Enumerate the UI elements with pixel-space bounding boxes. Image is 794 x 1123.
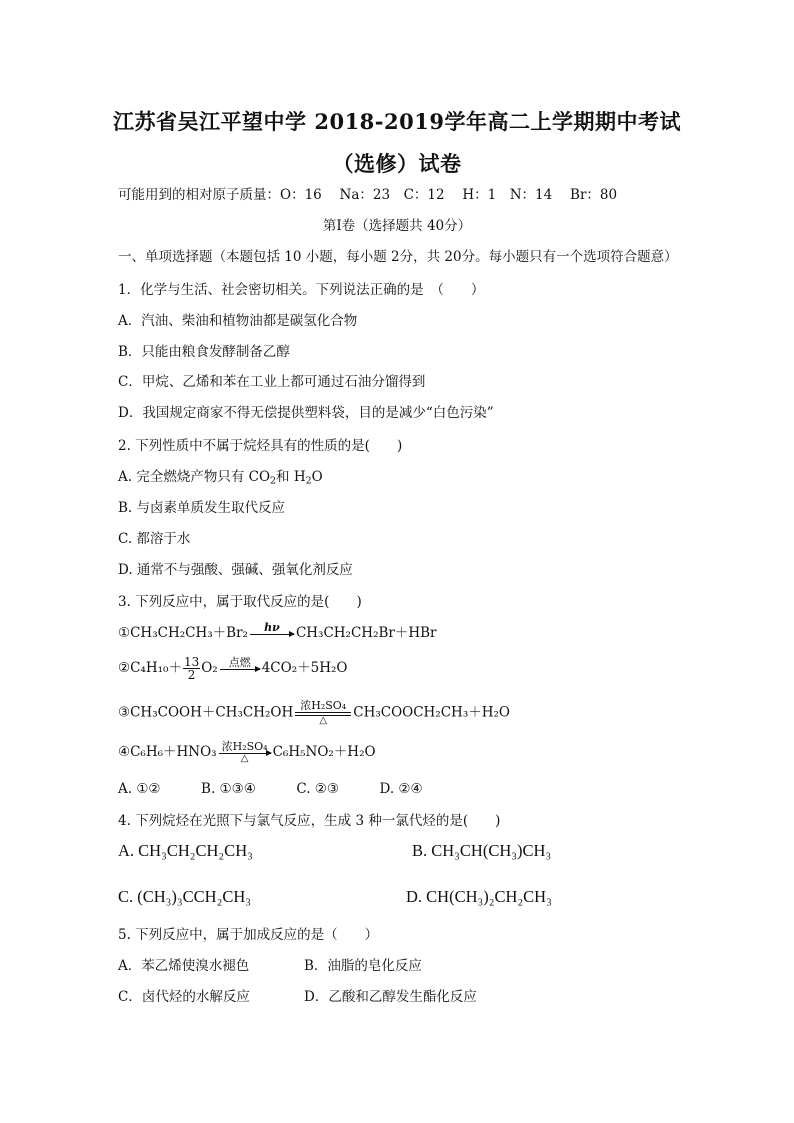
q2-option-b: B. 与卤素单质发生取代反应 [118,500,286,516]
q1-option-b: B．只能由粮食发酵制备乙醇 [118,344,290,360]
q2-option-d: D. 通常不与强酸、强碱、强氧化剂反应 [118,562,353,578]
section-instructions: 一、单项选择题（本题包括 10 小题，每小题 2分，共 20分。每小题只有一个选项符合题意） [118,249,678,265]
equilibrium-lines [295,712,351,716]
q5-option-a: A．苯乙烯使溴水褪色 [118,958,250,974]
r2-condition: 点燃 [228,656,251,669]
q2-option-a [118,468,323,486]
q1-option-a: A．汽油、柴油和植物油都是碳氢化合物 [118,313,358,329]
r3-catalyst: 浓H₂SO₄ [300,699,347,712]
r4-heat: △ [240,753,249,764]
subscript-2: 2 [270,475,277,487]
r1-products: CH₃CH₂CH₂Br＋HBr [295,625,437,641]
q3-stem: 3. 下列反应中，属于取代反应的是( ) [118,594,362,610]
arrow-shaft [220,669,260,670]
r3-reactants: ③CH₃COOH＋CH₃CH₂OH [118,704,294,721]
q5-option-c: C．卤代烃的水解反应 [118,989,250,1005]
q4-option-a: A. CH₃CH₂CH₂CH₃ [118,841,253,860]
fraction-numerator: 13 [183,655,200,669]
q3-reaction-1 [118,622,437,645]
subscript-2: 2 [305,475,312,487]
q3-reaction-2 [118,656,347,681]
reaction-arrow [250,622,294,645]
r1-condition: hν [264,621,280,634]
q4-option-d: D. CH(CH₃)₂CH₂CH₃ [406,887,552,906]
q3-reaction-4 [118,741,376,764]
exam-title-line1: 江苏省吴江平望中学 2018-2019学年高二上学期期中考试 [113,109,681,134]
r3-products: CH₃COOCH₂CH₃＋H₂O [353,704,510,721]
q2-stem: 2. 下列性质中不属于烷烃具有的性质的是( ) [118,438,403,454]
q2-a-end: O [311,469,323,485]
r4-reactants: ④C₆H₆＋HNO₃ [118,744,217,760]
r4-products: C₆H₅NO₂＋H₂O [272,744,376,760]
reaction-arrow [219,741,271,764]
q3-options: A. ①② B. ①③④ C. ②③ D. ②④ [118,781,423,797]
section-title: 第Ⅰ卷（选择题共 40分） [322,218,472,234]
r4-catalyst: 浓H₂SO₄ [221,740,268,753]
q4-option-c: C. (CH₃)₃CCH₂CH₃ [118,887,252,906]
reaction-arrow [220,657,260,680]
q5-option-b: B．油脂的皂化反应 [304,958,422,974]
q4-stem: 4. 下列烷烃在光照下与氯气反应，生成 3 种一氯代烃的是( ) [118,813,501,829]
q2-a-text: A. 完全燃烧产物只有 CO [118,469,271,485]
q1-option-c: C．甲烷、乙烯和苯在工业上都可通过石油分馏得到 [118,374,426,390]
r2-products: 4CO₂＋5H₂O [261,660,348,676]
fraction-denominator: 2 [187,668,196,682]
q1-stem: 1．化学与生活、社会密切相关。下列说法正确的是 （ ） [118,282,485,298]
r3-heat: △ [319,715,328,726]
r1-reactants: ①CH₃CH₂CH₃＋Br₂ [118,625,248,641]
fraction-13-2 [183,656,200,681]
atomic-masses: 可能用到的相对原子质量：O：16 Na：23 C：12 H：1 N：14 Br：80 [118,187,618,203]
q2-option-c: C. 都溶于水 [118,531,191,547]
q5-option-d: D．乙酸和乙醇发生酯化反应 [304,989,477,1005]
arrow-shaft [250,634,294,635]
q5-stem: 5. 下列反应中，属于加成反应的是（ ） [118,927,379,943]
r2-reactants: ②C₄H₁₀＋ [118,660,182,676]
q3-reaction-3 [118,700,510,726]
r2-oxygen: O₂ [201,660,218,676]
q1-option-d: D．我国规定商家不得无偿提供塑料袋，目的是减少“白色污染” [118,405,494,421]
q2-a-mid: 和 H [276,469,306,485]
q4-option-b: B. CH₃CH(CH₃)CH₃ [412,841,552,860]
arrow-shaft [219,753,271,754]
reversible-sign [295,700,351,726]
exam-title-line2: （选修）试卷 [332,151,462,176]
